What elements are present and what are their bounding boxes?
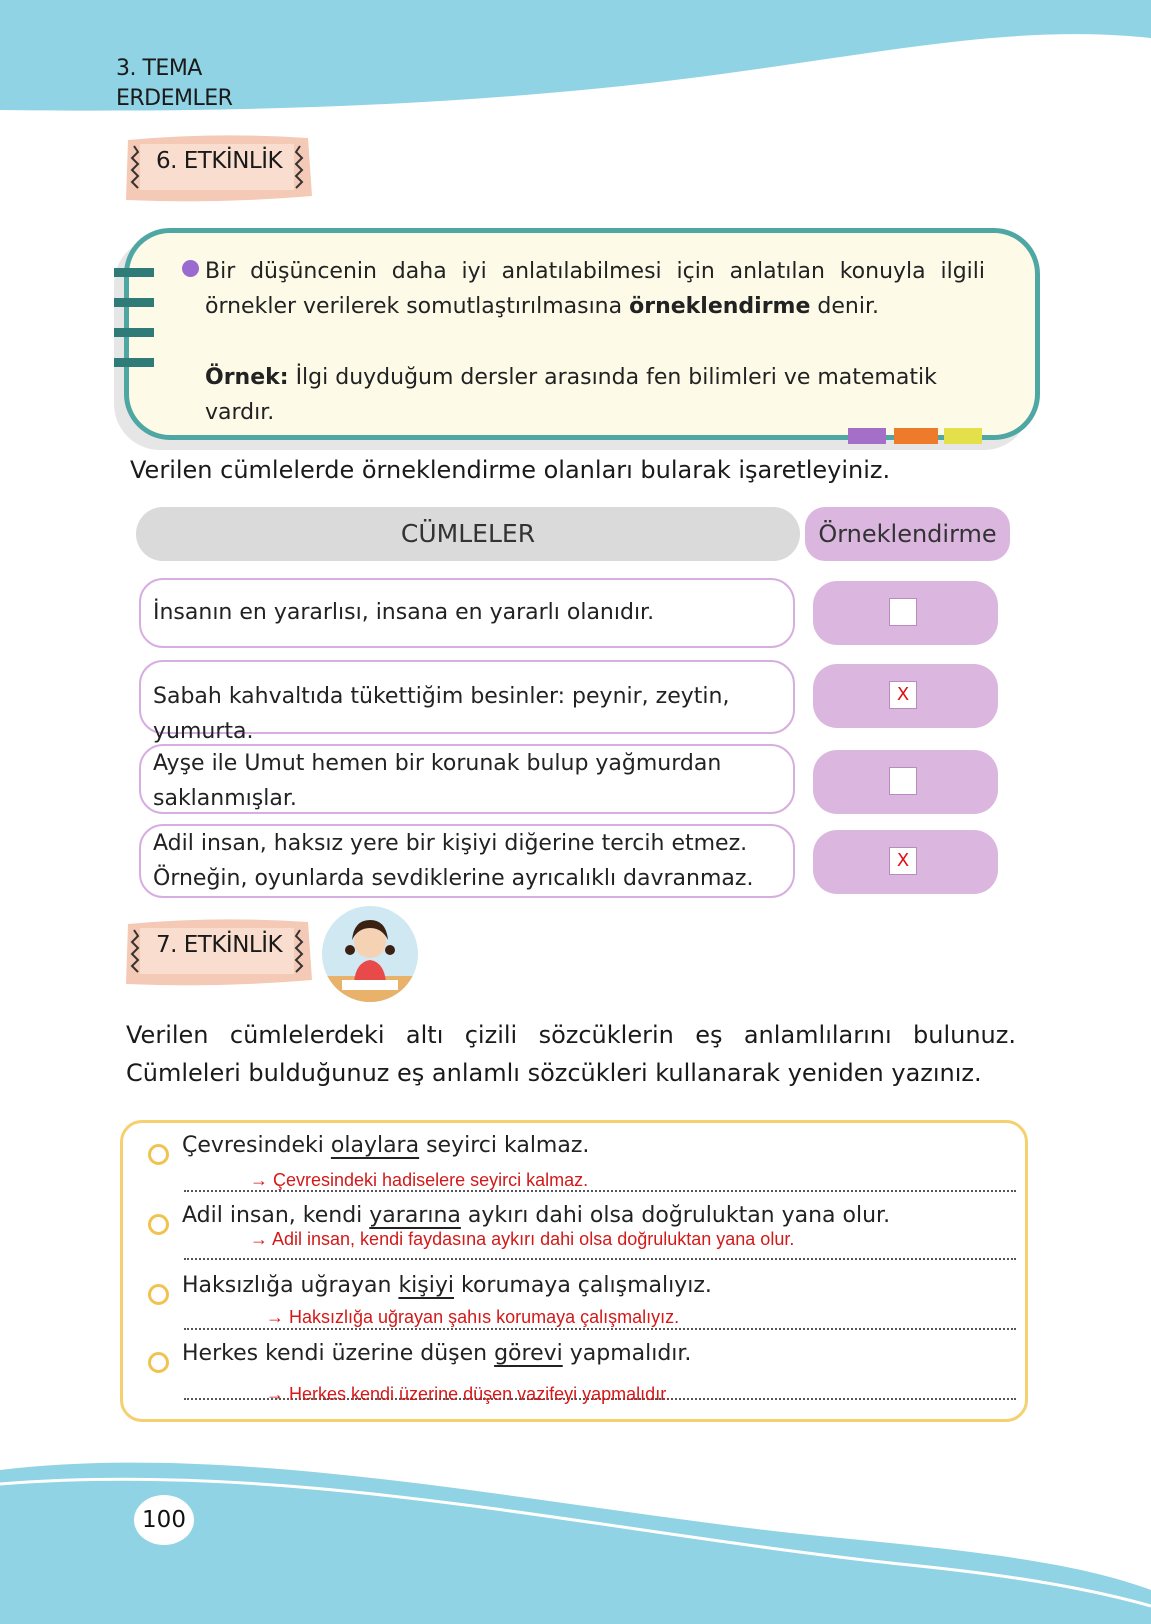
underlined-word: olaylara [330,1133,420,1158]
definition-text: Bir düşüncenin daha iyi anlatılabilmesi için anlatılan konuyla ilgili örnekler verilerek somutlaştırılmasına örneklendirme denir. [205,259,985,319]
checkbox[interactable]: X [889,681,917,709]
table-cell-check [813,581,998,645]
handwritten-answer: → Herkes kendi üzerine düşen vazifeyi yapmalıdır. [266,1384,671,1404]
item-sentence: Adil insan, kendi yararına aykırı dahi olsa doğruluktan yana olur. [182,1203,891,1228]
example-text: Örnek: İlgi duyduğum dersler arasında fen bilimleri ve matematik vardır. [205,365,937,425]
handwritten-answer: → Çevresindeki hadiselere seyirci kalmaz. [250,1170,589,1190]
activity-7-question: Verilen cümlelerdeki altı çizili sözcüklerin eş anlamlılarını bulunuz. Cümleleri bulduğunuz eş anlamlı sözcükleri kullanarak yeniden yazınız. [126,1021,1016,1087]
table-row [139,744,795,814]
color-tab [944,428,982,444]
definition-term: örneklendirme [629,294,811,319]
circle-bullet-icon [148,1284,169,1305]
binder-ring [114,268,154,277]
checkbox[interactable]: X [889,847,917,875]
activity-7-title: 7. ETKİNLİK [156,932,283,958]
sentence-text: Ayşe ile Umut hemen bir korunak bulup yağmurdan saklanmışlar. [153,751,722,811]
purple-bullet-icon [182,260,199,277]
activity-6-title: 6. ETKİNLİK [156,148,283,174]
handwritten-answer: → Adil insan, kendi faydasına aykırı dahi olsa doğruluktan yana olur. [250,1229,795,1249]
item-sentence: Herkes kendi üzerine düşen görevi yapmalıdır. [182,1341,692,1366]
writing-line[interactable] [184,1328,1016,1330]
binder-ring [114,328,154,337]
girl-writing-illustration [322,906,418,1002]
sentence-text: İnsanın en yararlısı, insana en yararlı olanıdır. [153,600,655,625]
handwritten-answer: → Haksızlığa uğrayan şahıs korumaya çalışmalıyız. [266,1307,680,1327]
checkbox[interactable] [889,767,917,795]
sentence-text: Adil insan, haksız yere bir kişiyi diğerine tercih etmez. Örneğin, oyunlarda sevdiklerine ayrıcalıklı davranmaz. [153,831,754,891]
underlined-word: yararına [369,1203,461,1228]
table-row [139,824,795,898]
activity-6-banner [122,130,312,202]
binder-ring [114,358,154,367]
item-sentence: Çevresindeki olaylara seyirci kalmaz. [182,1133,590,1158]
table-header-example: Örneklendirme [805,507,1010,561]
color-tab [848,428,886,444]
table-row [139,660,795,744]
circle-bullet-icon [148,1352,169,1373]
underlined-word: kişiyi [398,1273,454,1298]
circle-bullet-icon [148,1144,169,1165]
color-tab [894,428,938,444]
writing-line[interactable] [184,1258,1016,1260]
sentence-text: Sabah kahvaltıda tükettiğim besinler: peynir, zeytin, yumurta. [153,684,730,744]
checkbox[interactable] [889,598,917,626]
table-cell-check [813,664,998,728]
binder-ring [114,298,154,307]
table-cell-check [813,830,998,894]
activity-7-banner [122,914,312,986]
theme-heading [116,54,232,114]
theme-name: ERDEMLER [116,86,233,111]
page-number: 100 [131,1492,197,1548]
underlined-word: görevi [494,1341,563,1366]
table-header-sentences: CÜMLELER [136,507,800,561]
table-cell-check [813,750,998,814]
item-sentence: Haksızlığa uğrayan kişiyi korumaya çalışmalıyız. [182,1273,712,1298]
activity-6-question: Verilen cümlelerde örneklendirme olanları bularak işaretleyiniz. [130,456,891,484]
theme-number: 3. TEMA [116,56,202,81]
circle-bullet-icon [148,1214,169,1235]
answer-box [120,1120,1028,1422]
example-label: Örnek: [205,365,289,390]
table-row [139,578,795,648]
